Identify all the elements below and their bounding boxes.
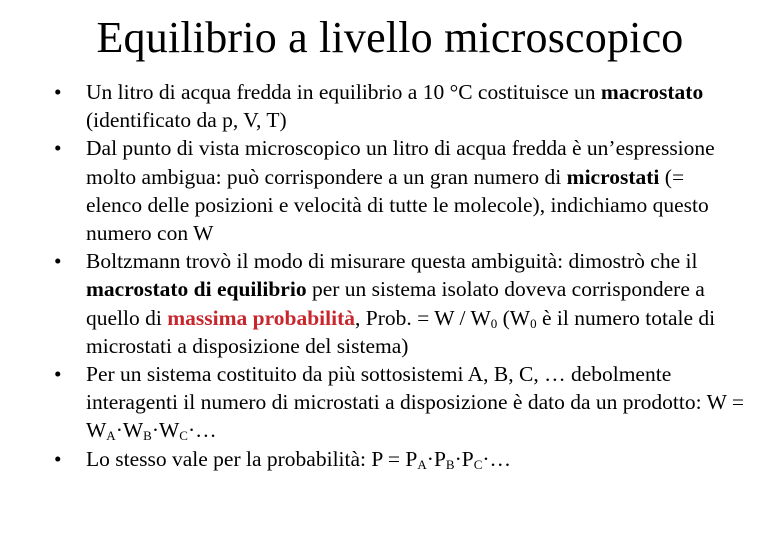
highlighted-term: massima probabilità	[167, 305, 355, 330]
bullet-text: ·…	[187, 418, 217, 443]
subscript: B	[445, 456, 455, 472]
subscript: C	[473, 456, 483, 472]
bullet-marker: •	[54, 80, 62, 104]
bullet-item	[54, 247, 744, 360]
bullet-text: ·P	[426, 446, 446, 471]
bullet-item	[54, 445, 744, 473]
bullet-text: , Prob. = W / W	[354, 305, 491, 330]
bullet-text: Dal punto di vista microscopico un litro di acqua fredda è un’espressione molto ambigua: può corrispondere a un gran numero di	[86, 136, 715, 189]
bullet-marker: •	[54, 136, 62, 161]
bold-term: macrostato di equilibrio	[86, 277, 307, 302]
bullet-text: (W	[497, 305, 531, 330]
bullet-text: ·W	[151, 418, 180, 443]
bullet-marker: •	[54, 362, 62, 387]
bold-term: macrostato	[600, 80, 704, 104]
bullet-text: per un sistema isolato doveva corrispondere a quello di	[86, 277, 705, 330]
subscript: 0	[490, 315, 498, 331]
bullet-text: ·P	[454, 446, 474, 471]
bullet-list	[54, 78, 744, 473]
bullet-text: Per un sistema costituito da più sottosistemi A, B, C, … debolmente interagenti il numero di microstati a disposizione è dato da un prodotto: W = W	[86, 362, 744, 443]
bullet-text: è il numero totale di microstati a disposizione del sistema)	[86, 305, 716, 358]
subscript: C	[179, 428, 188, 444]
bullet-text: Boltzmann trovò il modo di misurare questa ambiguità: dimostrò che il	[86, 249, 698, 274]
bullet-text: Un litro di acqua fredda in equilibrio a 10 °C costituisce un	[86, 80, 601, 104]
bullet-text: (identificato da p, V, T)	[86, 108, 287, 133]
bullet-text: ·…	[482, 446, 512, 471]
bullet-item	[54, 360, 744, 445]
bullet-item	[54, 78, 744, 134]
bullet-text: Lo stesso vale per la probabilità: P = P	[86, 446, 418, 471]
bold-term: microstati	[566, 164, 660, 189]
bullet-marker: •	[54, 249, 62, 274]
subscript: A	[106, 428, 116, 444]
bullet-marker: •	[54, 446, 62, 471]
slide-title: Equilibrio a livello microscopico	[96, 13, 684, 62]
subscript: B	[143, 428, 152, 444]
subscript: 0	[530, 315, 537, 331]
subscript: A	[417, 456, 427, 472]
bullet-item	[54, 134, 744, 247]
bullet-text: ·W	[115, 418, 144, 443]
bullet-text: (= elenco delle posizioni e velocità di tutte le molecole), indichiamo questo numero con W	[86, 164, 709, 246]
